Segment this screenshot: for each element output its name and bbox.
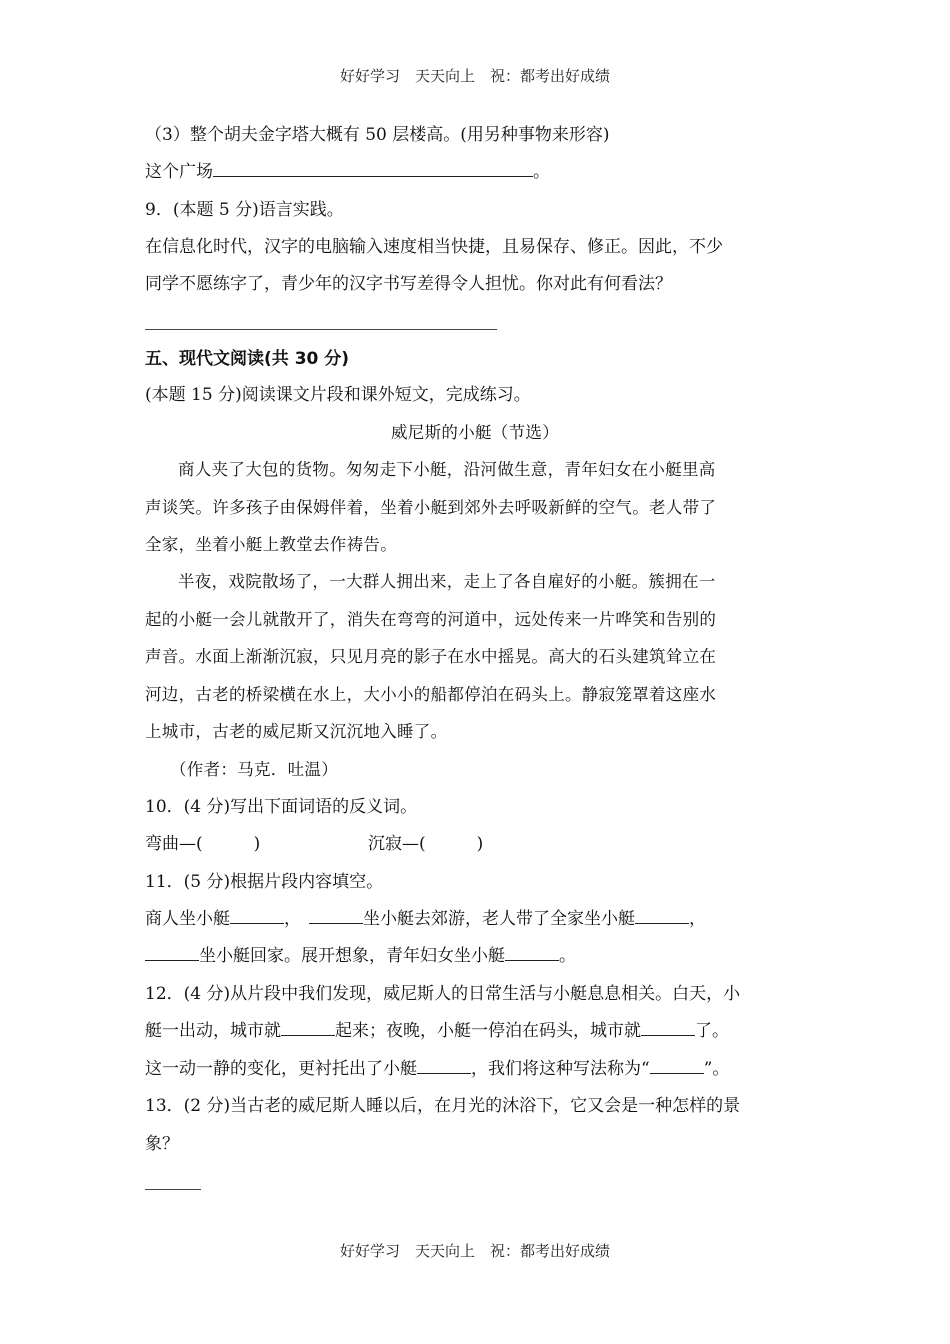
q11-text-a: 商人坐小艇 xyxy=(145,909,230,929)
q12-blank-4[interactable] xyxy=(650,1057,704,1074)
q12-blank-2[interactable] xyxy=(641,1019,695,1036)
passage-para2-line-1: 半夜，戏院散场了，一大群人拥出来，走上了各自雇好的小艇。簇拥在一 xyxy=(178,572,716,591)
q11-blank-5[interactable] xyxy=(505,944,559,961)
q8-3-prompt: （3）整个胡夫金字塔大概有 50 层楼高。(用另种事物来形容) xyxy=(145,125,610,145)
q12-line-1: 12．(4 分)从片段中我们发现，威尼斯人的日常生活与小艇息息相关。白天，小 xyxy=(145,984,741,1004)
passage-para2-line-5: 上城市，古老的威尼斯又沉沉地入睡了。 xyxy=(145,722,448,741)
section-5-intro: (本题 15 分)阅读课文片段和课外短文，完成练习。 xyxy=(145,385,531,405)
q11-blank-3[interactable] xyxy=(635,907,689,924)
q8-3-answer-blank[interactable] xyxy=(213,160,533,177)
q11-text-f: 。 xyxy=(559,946,576,966)
q13-line-2: 象？ xyxy=(145,1134,179,1154)
q10-item-1: 弯曲—( ) xyxy=(145,834,261,854)
q13-line-1: 13．(2 分)当古老的威尼斯人睡以后，在月光的沐浴下，它又会是一种怎样的景 xyxy=(145,1096,741,1116)
q11-blank-2[interactable] xyxy=(309,907,363,924)
q12-text-a: 艇一出动，城市就 xyxy=(145,1021,281,1041)
q12-text-d: 这一动一静的变化，更衬托出了小艇 xyxy=(145,1059,417,1079)
section-5-title: 五、现代文阅读(共 30 分) xyxy=(145,349,350,369)
q10-title: 10．(4 分)写出下面词语的反义词。 xyxy=(145,797,418,817)
passage-para2-line-3: 声音。水面上渐渐沉寂，只见月亮的影子在水中摇晃。高大的石头建筑耸立在 xyxy=(145,647,717,666)
q13-answer-line[interactable] xyxy=(145,1189,201,1190)
q10-item-2: 沉寂—( ) xyxy=(368,834,484,854)
q8-3-answer-line xyxy=(145,160,550,184)
passage-para2-line-2: 起的小艇一会儿就散开了，消失在弯弯的河道中，远处传来一片哗笑和告别的 xyxy=(145,610,717,629)
q11-line-1 xyxy=(145,907,706,931)
passage-para1-line-1: 商人夹了大包的货物。匆匆走下小艇，沿河做生意，青年妇女在小艇里高 xyxy=(178,460,716,479)
q8-3-answer-prefix: 这个广场 xyxy=(145,162,213,182)
q11-text-c: 坐小艇去郊游，老人带了全家坐小艇 xyxy=(363,909,635,929)
q11-line-2 xyxy=(145,944,576,968)
q12-blank-1[interactable] xyxy=(281,1019,335,1036)
passage-para2-line-4: 河边，古老的桥梁横在水上，大小小的船都停泊在码头上。静寂笼罩着这座水 xyxy=(145,685,717,704)
q9-line-1: 在信息化时代，汉字的电脑输入速度相当快捷，且易保存、修正。因此，不少 xyxy=(145,237,723,257)
passage-title: 威尼斯的小艇（节选） xyxy=(391,423,559,442)
q11-blank-4[interactable] xyxy=(145,944,199,961)
q9-answer-line[interactable] xyxy=(145,329,497,330)
page-header: 好好学习 天天向上 祝：都考出好成绩 xyxy=(339,67,610,85)
passage-para1-line-3: 全家，坐着小艇上教堂去作祷告。 xyxy=(145,535,397,554)
q12-text-c: 了。 xyxy=(695,1021,729,1041)
q12-text-b: 起来；夜晚，小艇一停泊在码头，城市就 xyxy=(335,1021,641,1041)
passage-para1-line-2: 声谈笑。许多孩子由保姆伴着，坐着小艇到郊外去呼吸新鲜的空气。老人带了 xyxy=(145,498,717,517)
q12-line-3 xyxy=(145,1057,729,1081)
passage-author: （作者：马克．吐温） xyxy=(170,760,338,779)
q12-text-e: ，我们将这种写法称为“ xyxy=(471,1059,650,1079)
q12-blank-3[interactable] xyxy=(417,1057,471,1074)
q9-line-2: 同学不愿练字了，青少年的汉字书写差得令人担忧。你对此有何看法？ xyxy=(145,274,672,294)
q11-text-e: 坐小艇回家。展开想象，青年妇女坐小艇 xyxy=(199,946,505,966)
q9-title: 9．(本题 5 分)语言实践。 xyxy=(145,200,344,220)
q12-text-f: ”。 xyxy=(703,1059,730,1079)
q12-line-2 xyxy=(145,1019,729,1043)
q8-3-answer-suffix: 。 xyxy=(533,162,550,182)
q11-blank-1[interactable] xyxy=(230,907,284,924)
q11-title: 11．(5 分)根据片段内容填空。 xyxy=(145,872,384,892)
page-footer: 好好学习 天天向上 祝：都考出好成绩 xyxy=(339,1242,610,1260)
q11-text-d: ， xyxy=(689,909,706,929)
q11-text-b: ， xyxy=(284,909,301,929)
